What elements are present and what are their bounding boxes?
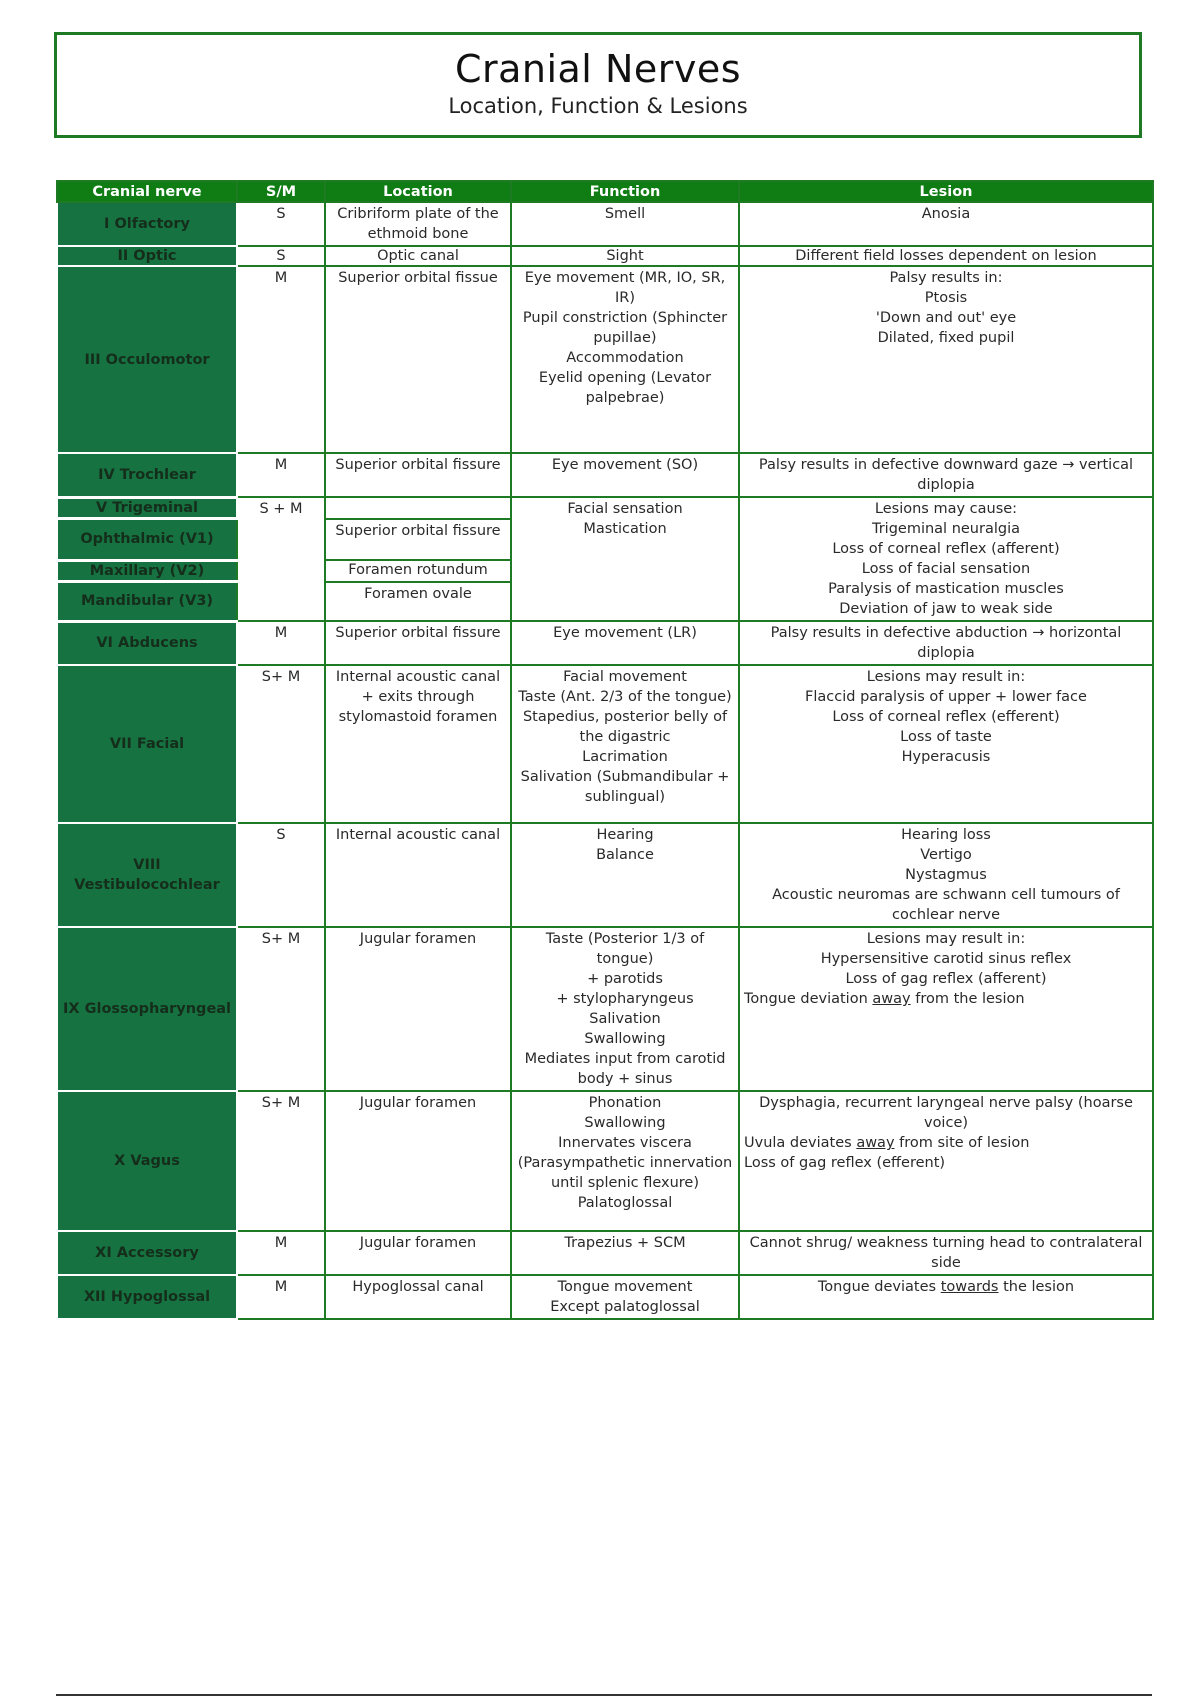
function-line: Balance <box>596 847 654 863</box>
function-line: Innervates viscera (Parasympathetic innervation until splenic flexure) <box>517 1135 733 1191</box>
function-line: Eye movement (MR, IO, SR, IR) <box>524 270 726 306</box>
nerve-name-cell: XII Hypoglossal <box>57 1275 237 1319</box>
function-line: Mediates input from carotid body + sinus <box>524 1051 726 1087</box>
function-line: Swallowing <box>584 1031 666 1047</box>
location-cell: Hypoglossal canal <box>325 1275 511 1319</box>
nerve-name-cell: VI Abducens <box>57 621 237 665</box>
location-cell: Optic canal <box>325 246 511 266</box>
table-row <box>57 497 1153 519</box>
lesion-line <box>744 1133 1148 1153</box>
function-line: Facial movement <box>563 669 687 685</box>
nerve-name-cell: III Occulomotor <box>57 266 237 453</box>
function-line: Except palatoglossal <box>550 1299 700 1315</box>
function-line: Eye movement (SO) <box>551 457 699 473</box>
lesion-text: Tongue deviation <box>744 991 873 1007</box>
sm-cell: S+ M <box>237 1091 325 1231</box>
table-row <box>57 1091 1153 1231</box>
lesion-line: Lesions may cause: <box>874 501 1018 517</box>
lesion-line: Trigeminal neuralgia <box>871 521 1020 537</box>
nerve-name-cell: V Trigeminal <box>57 497 237 519</box>
column-header-location: Location <box>325 181 511 202</box>
function-line: Stapedius, posterior belly of the digastric <box>522 709 728 745</box>
lesion-line: Acoustic neuromas are schwann cell tumours of cochlear nerve <box>772 887 1120 923</box>
table-row <box>57 665 1153 823</box>
lesion-line: 'Down and out' eye <box>875 310 1017 326</box>
nerve-name-cell: VII Facial <box>57 665 237 823</box>
lesion-cell <box>739 266 1153 453</box>
lesion-text: Tongue deviates <box>817 1279 941 1295</box>
sm-cell: S+ M <box>237 665 325 823</box>
function-line: Taste (Posterior 1/3 of tongue) <box>545 931 705 967</box>
lesion-line: Paralysis of mastication muscles <box>828 581 1064 597</box>
lesion-line: Cannot shrug/ weakness turning head to contralateral side <box>749 1235 1143 1271</box>
lesion-line: Flaccid paralysis of upper + lower face <box>805 689 1087 705</box>
location-cell <box>325 497 511 519</box>
function-line: Trapezius + SCM <box>564 1235 686 1251</box>
lesion-line: Loss of gag reflex (afferent) <box>845 971 1047 987</box>
location-cell: Foramen rotundum <box>325 560 511 582</box>
nerve-name-cell: IX Glossopharyngeal <box>57 927 237 1091</box>
table-row <box>57 1275 1153 1319</box>
lesion-emphasis: towards <box>940 1279 999 1295</box>
location-cell: Superior orbital fissue <box>325 266 511 453</box>
nerve-name-cell <box>57 823 237 927</box>
location-cell: Jugular foramen <box>325 1091 511 1231</box>
sm-cell: M <box>237 453 325 497</box>
lesion-text: the lesion <box>998 1279 1075 1295</box>
lesion-cell <box>739 621 1153 665</box>
nerve-name-cell: Maxillary (V2) <box>57 560 237 582</box>
function-line: Lacrimation <box>582 749 668 765</box>
sm-cell: S <box>237 823 325 927</box>
nerve-name-line: Vestibulocochlear <box>74 877 220 893</box>
lesion-cell <box>739 497 1153 621</box>
sm-cell: S+ M <box>237 927 325 1091</box>
lesion-text: from the lesion <box>910 991 1025 1007</box>
column-header-function: Function <box>511 181 739 202</box>
location-cell: Foramen ovale <box>325 582 511 621</box>
function-cell <box>511 246 739 266</box>
table-row <box>57 246 1153 266</box>
page-title: Cranial Nerves <box>454 47 742 91</box>
lesion-line: Hyperacusis <box>901 749 991 765</box>
lesion-cell <box>739 246 1153 266</box>
function-line: Eyelid opening (Levator palpebrae) <box>538 370 712 406</box>
function-line: Swallowing <box>584 1115 666 1131</box>
table-row <box>57 453 1153 497</box>
location-cell: Superior orbital fissure <box>325 453 511 497</box>
function-line: Facial sensation <box>567 501 683 517</box>
function-line: Salivation (Submandibular + sublingual) <box>520 769 730 805</box>
location-cell: Superior orbital fissure <box>325 519 511 560</box>
lesion-line <box>744 989 1148 1009</box>
function-line: + stylopharyngeus <box>556 991 694 1007</box>
lesion-cell <box>739 927 1153 1091</box>
table-header-row <box>57 181 1153 202</box>
lesion-cell <box>739 823 1153 927</box>
function-line: Tongue movement <box>557 1279 693 1295</box>
lesion-line: Palsy results in: <box>889 270 1003 286</box>
lesion-text: Uvula deviates <box>744 1135 857 1151</box>
table-row <box>57 202 1153 246</box>
location-cell: Jugular foramen <box>325 1231 511 1275</box>
nerve-name-cell: I Olfactory <box>57 202 237 246</box>
function-cell <box>511 266 739 453</box>
sm-cell: S <box>237 202 325 246</box>
lesion-line: Loss of taste <box>900 729 992 745</box>
nerve-name-cell: II Optic <box>57 246 237 266</box>
nerve-name-cell: Mandibular (V3) <box>57 582 237 621</box>
lesion-line: Dilated, fixed pupil <box>877 330 1015 346</box>
sm-cell: M <box>237 1231 325 1275</box>
lesion-line: Lesions may result in: <box>866 931 1026 947</box>
function-cell <box>511 1091 739 1231</box>
table-row <box>57 927 1153 1091</box>
lesion-emphasis: away <box>872 991 911 1007</box>
function-line: + parotids <box>587 971 663 987</box>
sm-cell: M <box>237 621 325 665</box>
function-cell <box>511 202 739 246</box>
function-line: Phonation <box>588 1095 662 1111</box>
lesion-line: Lesions may result in: <box>866 669 1026 685</box>
lesion-line: Different field losses dependent on lesion <box>795 248 1097 264</box>
location-cell: Internal acoustic canal + exits through stylomastoid foramen <box>325 665 511 823</box>
bottom-rule <box>56 1694 1152 1696</box>
lesion-cell <box>739 453 1153 497</box>
lesion-cell <box>739 665 1153 823</box>
lesion-line: Hypersensitive carotid sinus reflex <box>820 951 1072 967</box>
sm-cell: S + M <box>237 497 325 621</box>
column-header-cranial-nerve: Cranial nerve <box>57 181 237 202</box>
nerve-name-cell: X Vagus <box>57 1091 237 1231</box>
function-line: Sight <box>606 248 644 264</box>
nerve-name-cell: XI Accessory <box>57 1231 237 1275</box>
lesion-cell <box>739 202 1153 246</box>
function-line: Palatoglossal <box>577 1195 673 1211</box>
location-cell: Jugular foramen <box>325 927 511 1091</box>
sm-cell: S <box>237 246 325 266</box>
lesion-line: Vertigo <box>920 847 972 863</box>
lesion-line: Hearing loss <box>901 827 991 843</box>
function-cell <box>511 497 739 621</box>
table-row <box>57 266 1153 453</box>
lesion-line: Loss of corneal reflex (afferent) <box>832 541 1060 557</box>
page-subtitle: Location, Function & Lesions <box>448 94 748 118</box>
lesion-line: Loss of corneal reflex (efferent) <box>832 709 1060 725</box>
cranial-nerves-table <box>56 180 1154 1320</box>
lesion-line: Dysphagia, recurrent laryngeal nerve palsy (hoarse voice) <box>759 1095 1133 1131</box>
lesion-line: Loss of gag reflex (efferent) <box>744 1155 946 1171</box>
lesion-line: Palsy results in defective downward gaze → vertical diplopia <box>758 457 1134 493</box>
function-cell <box>511 453 739 497</box>
function-line: Taste (Ant. 2/3 of the tongue) <box>518 689 732 705</box>
nerve-name-cell: IV Trochlear <box>57 453 237 497</box>
lesion-line: Nystagmus <box>905 867 987 883</box>
function-line: Eye movement (LR) <box>553 625 697 641</box>
sm-cell: M <box>237 266 325 453</box>
function-line: Hearing <box>596 827 654 843</box>
function-line: Mastication <box>583 521 667 537</box>
sm-cell: M <box>237 1275 325 1319</box>
table-row <box>57 621 1153 665</box>
lesion-line: Deviation of jaw to weak side <box>839 601 1053 617</box>
location-cell: Superior orbital fissure <box>325 621 511 665</box>
function-cell <box>511 927 739 1091</box>
location-cell: Cribriform plate of the ethmoid bone <box>325 202 511 246</box>
function-line: Accommodation <box>566 350 684 366</box>
nerve-name-line: VIII <box>133 857 161 873</box>
title-box <box>54 32 1142 138</box>
lesion-emphasis: away <box>856 1135 895 1151</box>
column-header-lesion: Lesion <box>739 181 1153 202</box>
lesion-cell <box>739 1231 1153 1275</box>
lesion-cell <box>739 1275 1153 1319</box>
function-line: Salivation <box>589 1011 661 1027</box>
lesion-line: Palsy results in defective abduction → horizontal diplopia <box>770 625 1122 661</box>
lesion-line: Ptosis <box>924 290 968 306</box>
function-line: Pupil constriction (Sphincter pupillae) <box>522 310 728 346</box>
function-cell <box>511 621 739 665</box>
table-row <box>57 1231 1153 1275</box>
column-header-sm: S/M <box>237 181 325 202</box>
function-cell <box>511 823 739 927</box>
lesion-line: Loss of facial sensation <box>861 561 1031 577</box>
location-cell: Internal acoustic canal <box>325 823 511 927</box>
lesion-text: from site of lesion <box>894 1135 1030 1151</box>
function-cell <box>511 1275 739 1319</box>
function-line: Smell <box>604 206 646 222</box>
function-cell <box>511 1231 739 1275</box>
lesion-line: Anosia <box>921 206 971 222</box>
function-cell <box>511 665 739 823</box>
lesion-cell <box>739 1091 1153 1231</box>
nerve-name-cell: Ophthalmic (V1) <box>57 519 237 560</box>
table-row <box>57 823 1153 927</box>
